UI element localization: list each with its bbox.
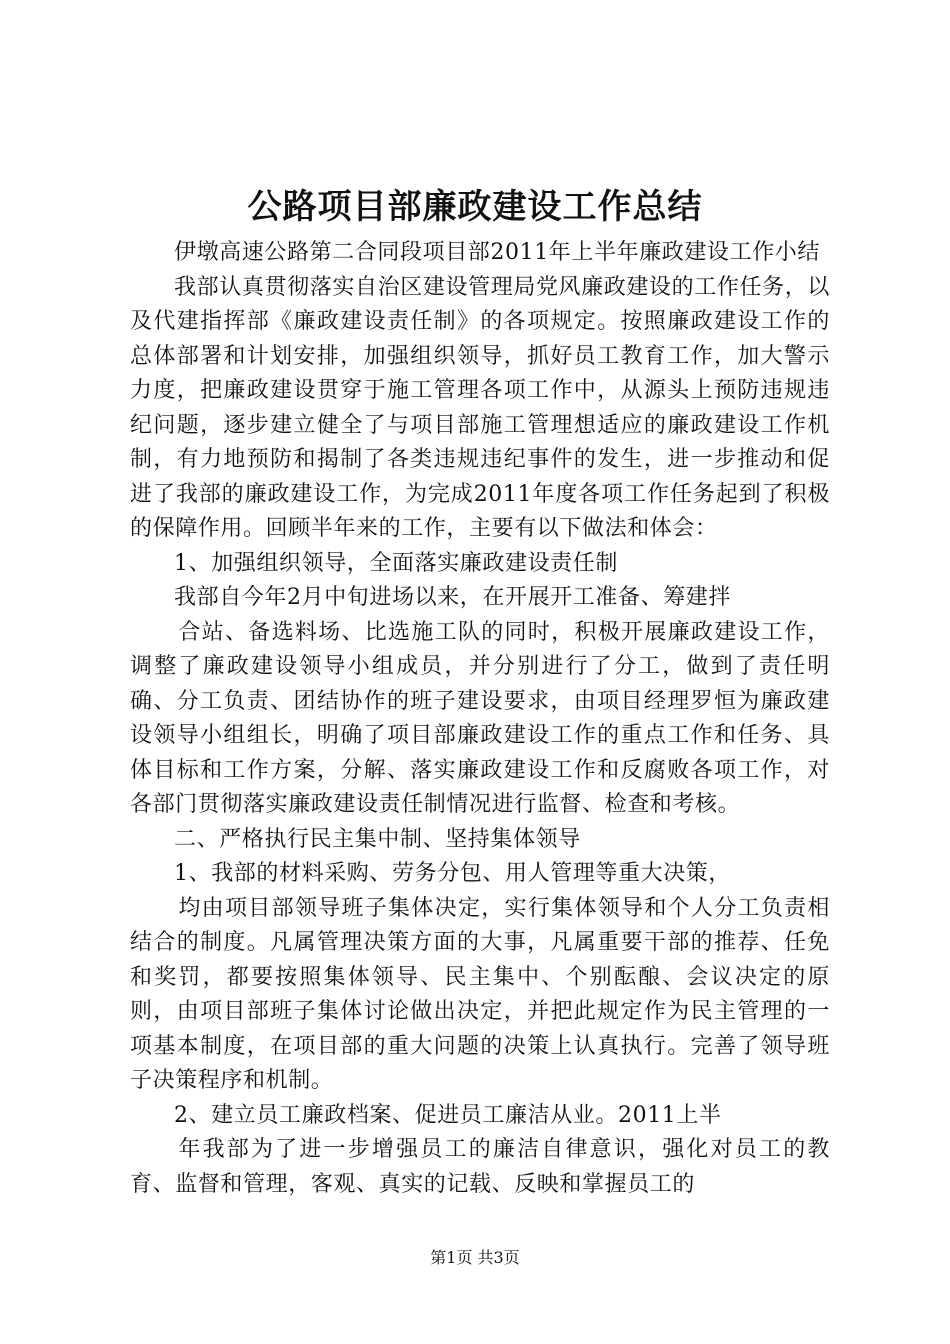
paragraph-section2-item2-body: 年我部为了进一步增强员工的廉洁自律意识，强化对员工的教育、监督和管理，客观、真实的记载、反映和掌握员工的 [130, 1137, 830, 1197]
paragraph-section2-item1-start: 1、我部的材料采购、劳务分包、用人管理等重大决策， [174, 861, 731, 886]
document-body [130, 236, 830, 1202]
paragraph-section2-item1-body: 均由项目部领导班子集体决定，实行集体领导和个人分工负责相结合的制度。凡属管理决策方面的大事，凡属重要干部的推荐、任免和奖罚，都要按照集体领导、民主集中、个别酝酿、会议决定的原则，由项目部班子集体讨论做出决定，并把此规定作为民主管理的一项基本制度，在项目部的重大问题的决策上认真执行。完善了领导班子决策程序和机制。 [130, 895, 830, 1093]
document-title: 公路项目部廉政建设工作总结 [247, 187, 703, 227]
paragraph-section1-start: 我部自今年2月中旬进场以来，在开展开工准备、筹建拌 [174, 585, 731, 610]
paragraph-section1-body: 合站、备选料场、比选施工队的同时，积极开展廉政建设工作，调整了廉政建设领导小组成员，并分别进行了分工，做到了责任明确、分工负责、团结协作的班子建设要求，由项目经理罗恒为廉政建设领导小组组长，明确了项目部廉政建设工作的重点工作和任务、具体目标和工作方案，分解、落实廉政建设工作和反腐败各项工作，对各部门贯彻落实廉政建设责任制情况进行监督、检查和考核。 [130, 619, 830, 817]
page-footer: 第1页 共3页 [430, 1248, 520, 1267]
paragraph-intro: 我部认真贯彻落实自治区建设管理局党风廉政建设的工作任务，以及代建指挥部《廉政建设责任制》的各项规定。按照廉政建设工作的总体部署和计划安排，加强组织领导，抓好员工教育工作，加大警示力度，把廉政建设贯穿于施工管理各项工作中，从源头上预防违规违纪问题，逐步建立健全了与项目部施工管理想适应的廉政建设工作机制，有力地预防和揭制了各类违规违纪事件的发生，进一步推动和促进了我部的廉政建设工作，为完成2011年度各项工作任务起到了积极的保障作用。回顾半年来的工作，主要有以下做法和体会： [130, 274, 830, 541]
section-heading-2: 二、严格执行民主集中制、坚持集体领导 [174, 826, 581, 852]
paragraph-subtitle: 伊墩高速公路第二合同段项目部2011年上半年廉政建设工作小结 [174, 240, 820, 265]
section-heading-1: 1、加强组织领导，全面落实廉政建设责任制 [174, 550, 618, 576]
paragraph-section2-item2-start: 2、建立员工廉政档案、促进员工廉洁从业。2011上半 [174, 1102, 722, 1128]
